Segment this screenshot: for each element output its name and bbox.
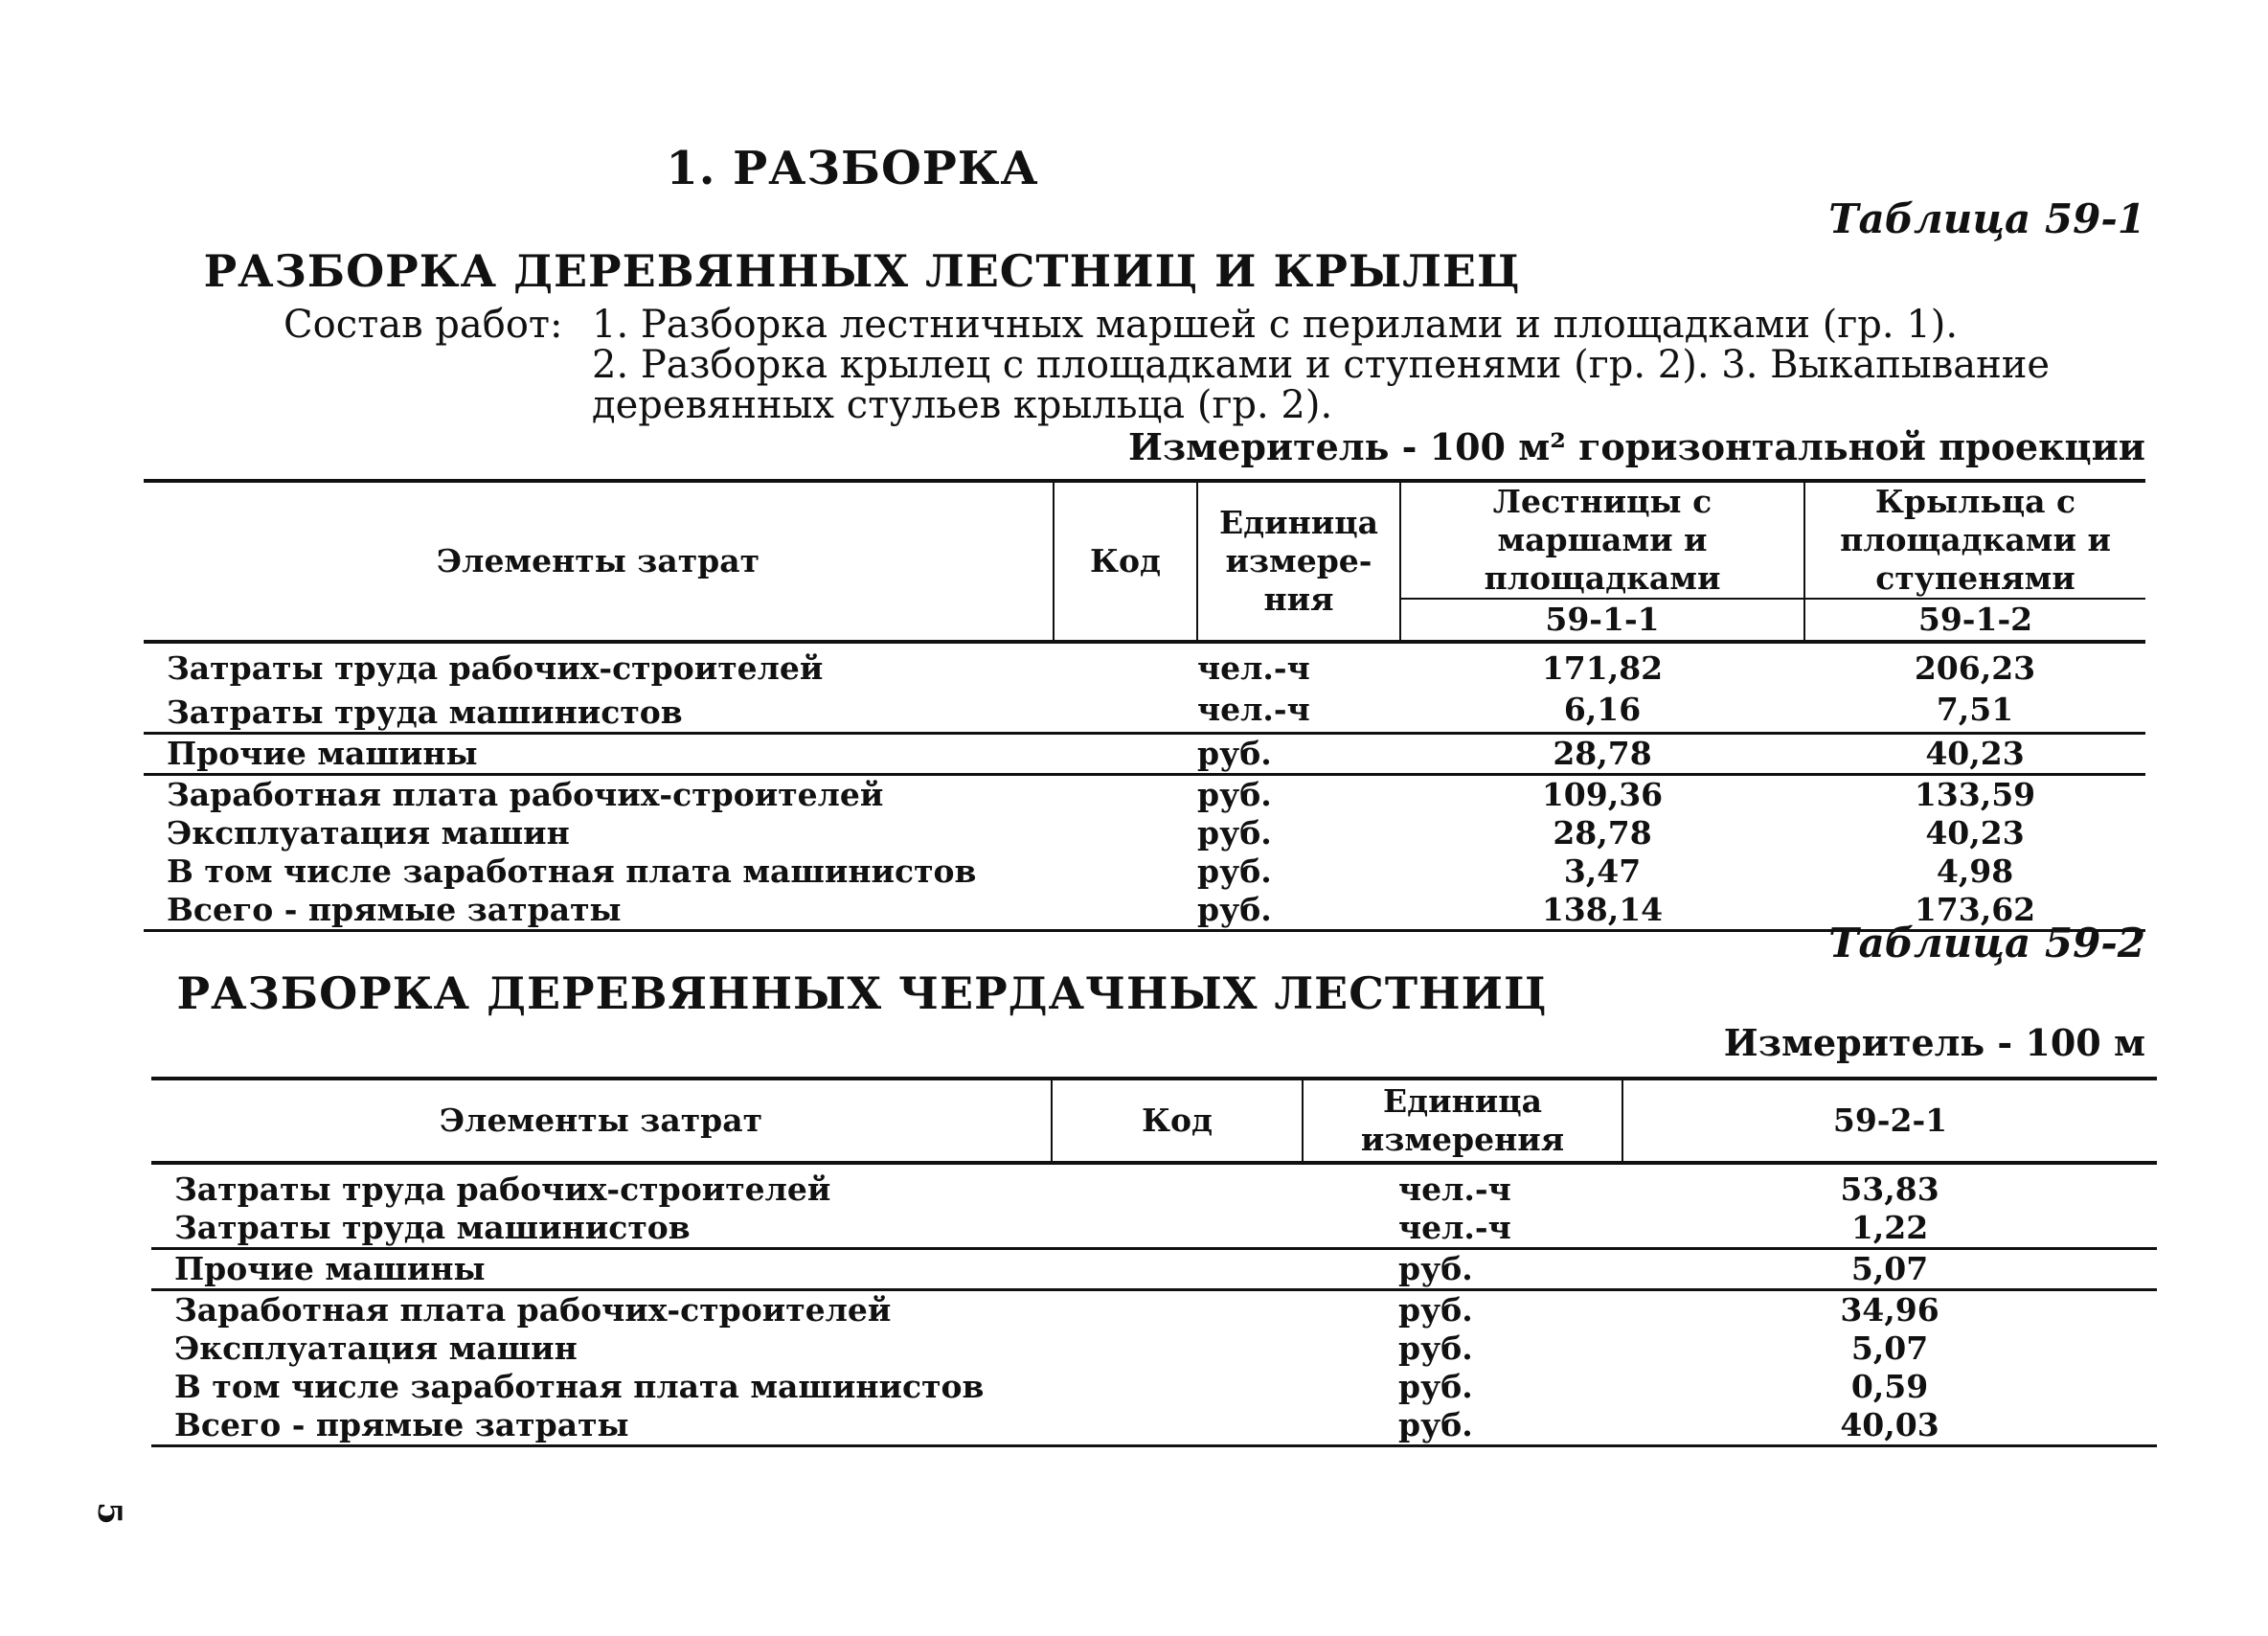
row-value-2: 40,23 xyxy=(1804,734,2145,775)
row-code xyxy=(1054,688,1197,734)
row-value-1: 6,16 xyxy=(1563,691,1642,728)
row-value-2: 206,23 xyxy=(1804,642,2145,688)
table-row xyxy=(151,1368,2157,1406)
row-name: Затраты труда рабочих-строителей xyxy=(144,642,1054,688)
header-code: Код xyxy=(1054,481,1197,642)
header-col1: Лестницы с маршами и площадками xyxy=(1400,481,1804,599)
row-name: Заработная плата рабочих-строителей xyxy=(144,775,1054,815)
header-elements: Элементы затрат xyxy=(151,1079,1052,1163)
row-name: Эксплуатация машин xyxy=(174,1329,578,1367)
row-name: Всего - прямые затраты xyxy=(151,1406,1052,1446)
header-col1: 59-2-1 xyxy=(1622,1079,2157,1163)
row-unit: руб. xyxy=(1398,1329,1473,1367)
row-value-1: 40,03 xyxy=(1622,1406,2157,1446)
row-unit: руб. xyxy=(1197,852,1272,890)
composition-text xyxy=(592,305,2143,425)
row-code xyxy=(1054,852,1197,891)
table-row xyxy=(144,688,2145,734)
row-value-1: 5,07 xyxy=(1850,1329,1929,1367)
header-code: Код xyxy=(1052,1079,1303,1163)
row-value-2: 7,51 xyxy=(1936,691,2014,728)
table2-title: РАЗБОРКА ДЕРЕВЯННЫХ ЧЕРДАЧНЫХ ЛЕСТНИЦ xyxy=(176,967,1548,1019)
row-name: Затраты труда рабочих-строителей xyxy=(151,1163,1052,1209)
row-unit: руб. xyxy=(1197,891,1400,931)
table2-label: Таблица 59-2 xyxy=(1828,920,2145,966)
row-value-1: 34,96 xyxy=(1622,1290,2157,1330)
row-code xyxy=(1052,1163,1303,1209)
row-value-1: 0,59 xyxy=(1850,1368,1929,1405)
row-code xyxy=(1052,1209,1303,1249)
table-row xyxy=(144,775,2145,815)
composition-line: 1. Разборка лестничных маршей с перилами и площадками (гр. 1). xyxy=(592,303,1959,347)
table2 xyxy=(151,1077,2157,1447)
table1-title: РАЗБОРКА ДЕРЕВЯННЫХ ЛЕСТНИЦ И КРЫЛЕЦ xyxy=(203,245,1521,297)
row-code xyxy=(1052,1290,1303,1330)
table-row xyxy=(144,852,2145,891)
table-row xyxy=(151,1163,2157,1209)
header-unit: Единица измерения xyxy=(1197,481,1400,642)
row-unit: руб. xyxy=(1303,1249,1622,1290)
section-title: 1. РАЗБОРКА xyxy=(666,142,1039,195)
table-row xyxy=(144,814,2145,852)
composition-label: Состав работ: xyxy=(284,303,563,347)
header-elements: Элементы затрат xyxy=(144,481,1054,642)
row-unit: руб. xyxy=(1303,1290,1622,1330)
row-value-1: 28,78 xyxy=(1400,734,1804,775)
row-name: Прочие машины xyxy=(144,734,1054,775)
row-unit: чел.-ч xyxy=(1197,691,1310,728)
row-code xyxy=(1054,814,1197,852)
row-name: Всего - прямые затраты xyxy=(144,891,1054,931)
row-unit: руб. xyxy=(1197,814,1272,852)
composition-line: деревянных стульев крыльца (гр. 2). xyxy=(592,383,1333,427)
row-value-1: 109,36 xyxy=(1400,775,1804,815)
row-unit: чел.-ч xyxy=(1398,1209,1511,1246)
row-value-1: 5,07 xyxy=(1622,1249,2157,1290)
row-value-1: 3,47 xyxy=(1563,852,1642,890)
table-row xyxy=(151,1406,2157,1446)
header-unit: Единица измерения xyxy=(1303,1079,1622,1163)
row-code xyxy=(1052,1249,1303,1290)
row-value-2: 133,59 xyxy=(1804,775,2145,815)
header-col2: Крыльца с площадками и ступенями xyxy=(1804,481,2145,599)
row-value-1: 1,22 xyxy=(1850,1209,1929,1246)
table-row xyxy=(151,1209,2157,1249)
table-row xyxy=(144,642,2145,688)
row-code xyxy=(1052,1329,1303,1368)
row-unit: чел.-ч xyxy=(1303,1163,1622,1209)
row-code xyxy=(1054,891,1197,931)
table-row xyxy=(151,1329,2157,1368)
table1-label: Таблица 59-1 xyxy=(1828,195,2145,242)
row-unit: чел.-ч xyxy=(1197,642,1400,688)
row-name: Заработная плата рабочих-строителей xyxy=(151,1290,1052,1330)
row-unit: руб. xyxy=(1303,1406,1622,1446)
page-number: 5 xyxy=(89,1502,128,1525)
row-unit: руб. xyxy=(1197,734,1400,775)
row-name: Затраты труда машинистов xyxy=(174,1209,691,1246)
row-value-1: 53,83 xyxy=(1622,1163,2157,1209)
row-code xyxy=(1052,1368,1303,1406)
row-value-1: 28,78 xyxy=(1553,814,1652,852)
row-value-2: 4,98 xyxy=(1936,852,2014,890)
row-name: Прочие машины xyxy=(151,1249,1052,1290)
row-code xyxy=(1054,734,1197,775)
row-name: Эксплуатация машин xyxy=(167,814,570,852)
composition-line: 2. Разборка крылец с площадками и ступенями (гр. 2). 3. Выкапывание xyxy=(592,343,2051,387)
row-value-1: 138,14 xyxy=(1400,891,1804,931)
row-code xyxy=(1052,1406,1303,1446)
header-col2-code: 59-1-2 xyxy=(1804,599,2145,642)
row-value-2: 173,62 xyxy=(1804,891,2145,931)
table1-measure: Измеритель - 100 м² горизонтальной проекции xyxy=(1128,425,2145,468)
table-row xyxy=(151,1290,2157,1330)
row-name: В том числе заработная плата машинистов xyxy=(167,852,977,890)
row-name: Затраты труда машинистов xyxy=(167,693,683,731)
row-value-1: 171,82 xyxy=(1400,642,1804,688)
table-row xyxy=(144,734,2145,775)
table2-measure: Измеритель - 100 м xyxy=(1723,1021,2145,1064)
header-col1-code: 59-1-1 xyxy=(1400,599,1804,642)
row-unit: руб. xyxy=(1398,1368,1473,1405)
row-name: В том числе заработная плата машинистов xyxy=(174,1368,985,1405)
row-code xyxy=(1054,642,1197,688)
row-code xyxy=(1054,775,1197,815)
table1 xyxy=(144,479,2145,932)
row-value-2: 40,23 xyxy=(1925,814,2025,852)
table-row xyxy=(151,1249,2157,1290)
row-unit: руб. xyxy=(1197,775,1400,815)
